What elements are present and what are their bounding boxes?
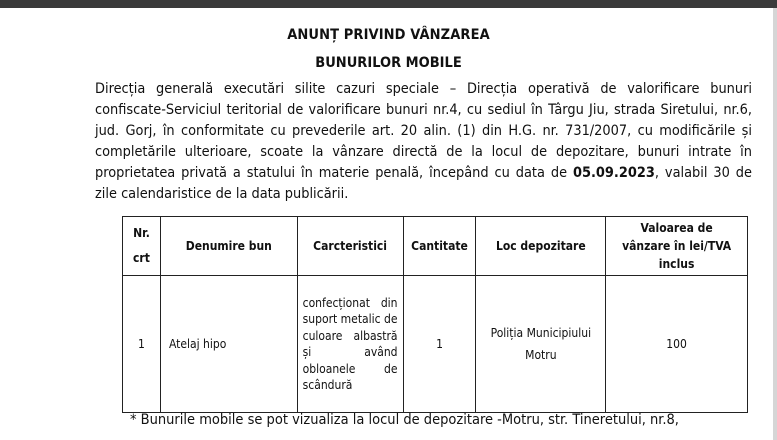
header-cantitate: Cantitate [403,217,476,276]
footnote: * Bunurile mobile se pot vizualiza la locul de depozitare -Motru, str. Tineretului, nr.8, [130,412,679,428]
cell-denumire: Atelaj hipo [160,276,297,413]
paragraph-text-end: , valabil 30 de zile calendaristice de la data publicării. [95,165,752,202]
announcement-paragraph [95,79,752,205]
announcement-title: ANUNȚ PRIVIND VÂNZAREA [287,27,490,43]
cell-valoare: 100 [606,276,748,413]
goods-table [122,216,748,413]
header-valoare: Valoarea de vânzare în lei/TVA inclus [606,217,748,276]
page-edge-shadow [773,8,777,440]
header-denumire: Denumire bun [160,217,297,276]
cell-cantitate: 1 [403,276,476,413]
start-date: 05.09.2023 [572,165,655,181]
table-row [123,276,748,413]
cell-nr: 1 [123,276,161,413]
cell-loc: Poliția Municipiului Motru [476,276,606,413]
window-top-bar [0,0,777,8]
header-loc: Loc depozitare [476,217,606,276]
table-header-row [123,217,748,276]
cell-caracteristici: confecționat din suport metalic de culoare albastră și având obloanele de scândură [297,276,403,413]
announcement-subtitle: BUNURILOR MOBILE [315,55,462,71]
header-caracteristici: Carcteristici [297,217,403,276]
paragraph-text-start: Direcția generală executări silite cazuri speciale – Direcția operativă de valorificare bunuri confiscate-Serviciul teritorial de valorificare bunuri nr.4, cu sediul în Târgu Jiu, strada Siretului, nr.6, jud. Gorj, în conformitate cu prevederile art. 20 alin. (1) din H.G. nr. 731/2007, cu modificările și completările ulterioare, scoate la vânzare directă de la locul de depozitare, bunuri intrate în proprietatea privată a statului în materie penală, începând cu data de [95,81,752,181]
header-nr-crt: Nr. crt [123,217,161,276]
